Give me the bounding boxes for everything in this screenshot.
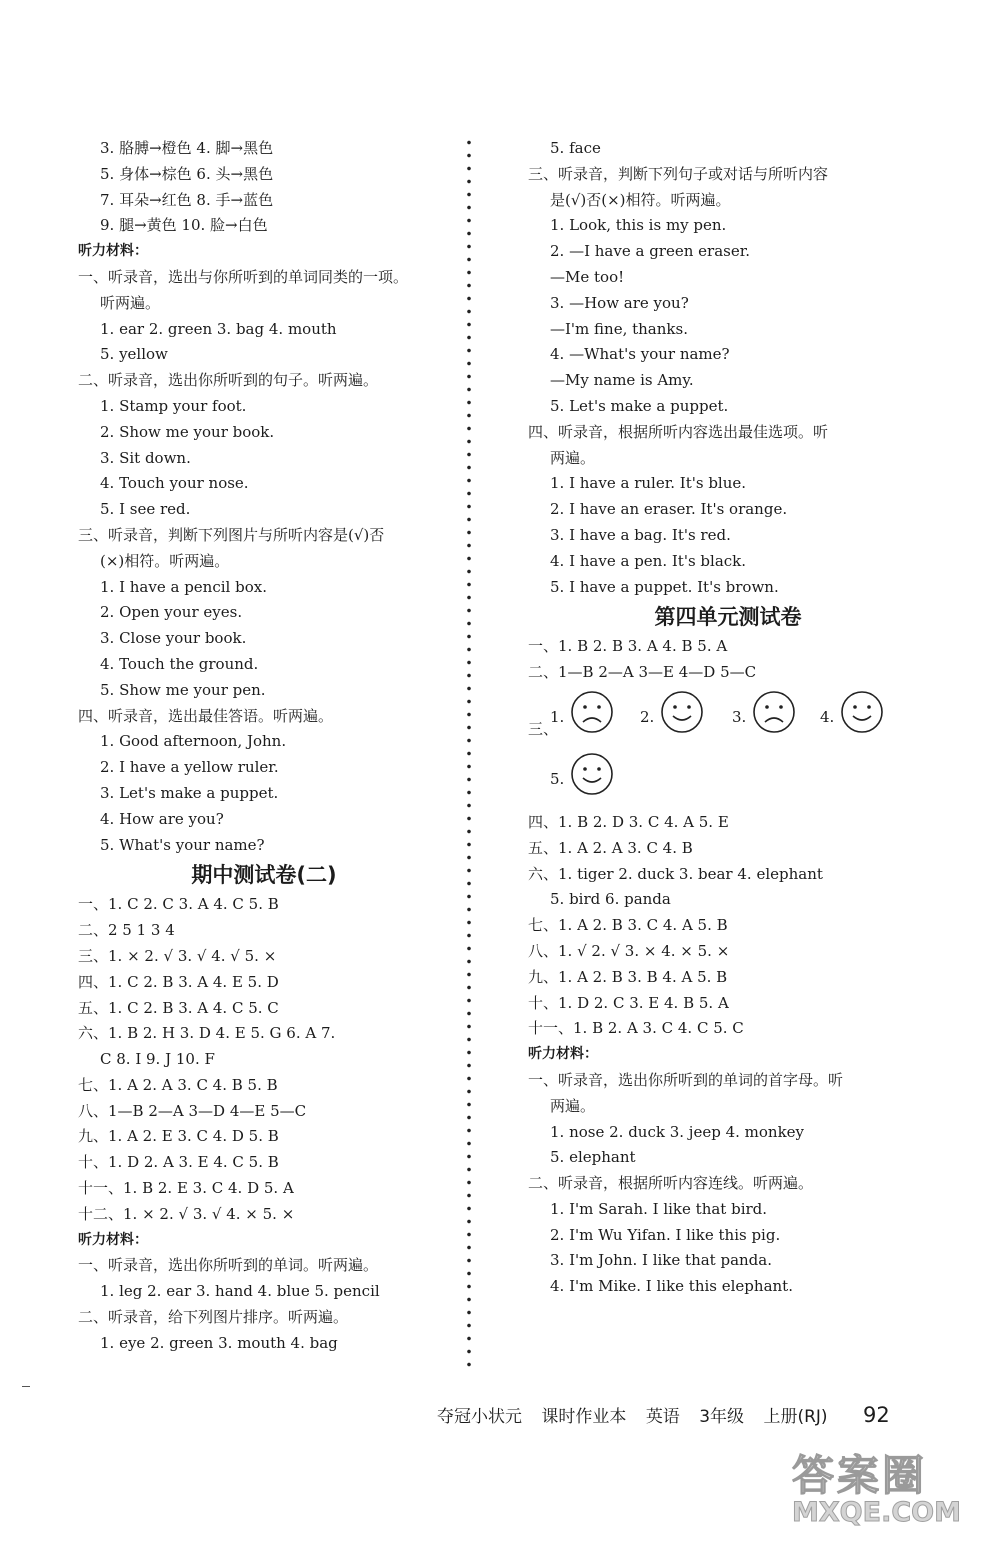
answer-line: 一、听录音，选出你所听到的单词。听两遍。 — [78, 1256, 379, 1275]
answer-line: 九、1. A 2. B 3. B 4. A 5. B — [528, 967, 728, 986]
answer-line: 1. ear 2. green 3. bag 4. mouth — [100, 319, 337, 338]
answer-line: 五、1. A 2. A 3. C 4. B — [528, 838, 693, 857]
sad-face-icon — [570, 690, 614, 734]
answer-line: 5. bird 6. panda — [550, 890, 671, 909]
answer-line: 1. nose 2. duck 3. jeep 4. monkey — [550, 1122, 805, 1141]
answer-line: 是(√)否(×)相符。听两遍。 — [550, 190, 731, 209]
answer-line: 一、听录音，选出与你所听到的单词同类的一项。 — [78, 267, 409, 286]
answer-line: 5. 身体→棕色 6. 头→黑色 — [100, 164, 274, 183]
answer-line: 5. I see red. — [100, 500, 191, 519]
face-number: 4. — [820, 707, 835, 726]
answer-line: 1. I have a pencil box. — [100, 577, 267, 596]
answer-line: 一、1. C 2. C 3. A 4. C 5. B — [78, 895, 279, 914]
unit4-answers-part2 — [528, 810, 928, 1300]
answer-line: 4. I have a pen. It's black. — [550, 551, 747, 570]
answer-line: 两遍。 — [550, 448, 596, 467]
face-number: 2. — [640, 707, 655, 726]
answer-line: 八、1. √ 2. √ 3. × 4. × 5. × — [528, 941, 730, 960]
answer-line: 一、听录音，选出你所听到的单词的首字母。听 — [528, 1070, 844, 1089]
answer-line: 四、1. B 2. D 3. C 4. A 5. E — [528, 812, 729, 831]
footer-grade: 3年级 — [699, 1407, 745, 1427]
answer-line: 5. yellow — [100, 345, 168, 364]
face-answers: 三、 1. 2. 3. 4. 5. — [528, 686, 928, 810]
page-number: 92 — [862, 1403, 890, 1427]
face-number: 1. — [550, 707, 565, 726]
answer-line: 十、1. D 2. C 3. E 4. B 5. A — [528, 993, 729, 1012]
answer-line: 4. Touch your nose. — [100, 474, 249, 493]
answer-line: 4. Touch the ground. — [100, 654, 259, 673]
smiley-face-icon — [660, 690, 704, 734]
answer-line: 听力材料： — [78, 243, 148, 260]
answer-line: 1. Good afternoon, John. — [100, 732, 287, 751]
answer-line: 5. elephant — [550, 1148, 636, 1167]
left-column — [78, 136, 450, 1357]
footer-subject: 英语 — [645, 1407, 680, 1427]
answer-line: 2. Show me your book. — [100, 422, 275, 441]
answer-line: 十、1. D 2. A 3. E 4. C 5. B — [78, 1153, 279, 1172]
answer-line: 5. Let's make a puppet. — [550, 396, 729, 415]
answer-line: 1. Look, this is my pen. — [550, 216, 727, 235]
answer-line: 四、1. C 2. B 3. A 4. E 5. D — [78, 972, 279, 991]
answer-line: 一、1. B 2. B 3. A 4. B 5. A — [528, 637, 728, 656]
right-column — [528, 136, 928, 1300]
watermark-bottom: MXQE.COM — [792, 1497, 961, 1528]
footer-brand: 夺冠小状元 — [437, 1407, 522, 1427]
answer-line: C 8. I 9. J 10. F — [100, 1050, 215, 1069]
answer-line: —Me too! — [550, 267, 625, 286]
page-footer — [437, 1402, 904, 1427]
face-number: 5. — [550, 769, 565, 788]
answer-line: 2. —I have a green eraser. — [550, 242, 751, 261]
answer-line: 三、听录音，判断下列图片与所听内容是(√)否 — [78, 525, 385, 544]
answer-line: 八、1—B 2—A 3—D 4—E 5—C — [78, 1101, 307, 1120]
answer-line: 5. What's your name? — [100, 835, 265, 854]
answer-line: 5. I have a puppet. It's brown. — [550, 577, 779, 596]
unit4-title: 第四单元测试卷 — [654, 605, 802, 630]
answer-line: 1. eye 2. green 3. mouth 4. bag — [100, 1333, 338, 1352]
answer-line: 4. —What's your name? — [550, 345, 730, 364]
answer-line: 二、听录音，根据所听内容连线。听两遍。 — [528, 1174, 814, 1193]
answer-line: 二、1—B 2—A 3—E 4—D 5—C — [528, 663, 757, 682]
answer-line: 1. I'm Sarah. I like that bird. — [550, 1199, 768, 1218]
answer-line: 4. How are you? — [100, 809, 224, 828]
answer-line: 听力材料： — [528, 1046, 598, 1063]
answer-line: 3. Sit down. — [100, 448, 191, 467]
answer-line: 1. Stamp your foot. — [100, 396, 247, 415]
answer-line: 3. Close your book. — [100, 629, 247, 648]
answer-line: 听力材料： — [78, 1231, 148, 1248]
watermark-logo — [792, 1443, 992, 1539]
answer-line: 六、1. B 2. H 3. D 4. E 5. G 6. A 7. — [78, 1024, 336, 1043]
answer-line: 九、1. A 2. E 3. C 4. D 5. B — [78, 1127, 279, 1146]
answer-line: 十一、1. B 2. E 3. C 4. D 5. A — [78, 1179, 294, 1198]
answer-line: 四、听录音，根据所听内容选出最佳选项。听 — [528, 422, 829, 441]
watermark-top: 答案圈 — [792, 1451, 928, 1500]
answer-line: 六、1. tiger 2. duck 3. bear 4. elephant — [528, 864, 823, 883]
answer-line: 2. Open your eyes. — [100, 603, 243, 622]
answer-line: 3. —How are you? — [550, 293, 689, 312]
page-mark — [22, 1386, 30, 1387]
answer-line: —I'm fine, thanks. — [550, 319, 688, 338]
answer-line: 1. leg 2. ear 3. hand 4. blue 5. pencil — [100, 1282, 380, 1301]
answer-line: 2. I'm Wu Yifan. I like this pig. — [550, 1225, 781, 1244]
answer-line: 三、1. × 2. √ 3. √ 4. √ 5. × — [78, 946, 277, 965]
answer-line: 7. 耳朵→红色 8. 手→蓝色 — [100, 190, 274, 209]
sad-face-icon — [752, 690, 796, 734]
section-title: 期中测试卷(二) — [191, 863, 337, 888]
answer-line: 二、听录音，给下列图片排序。听两遍。 — [78, 1308, 349, 1327]
dotted-column-divider — [464, 136, 474, 1368]
answer-line: 二、听录音，选出你所听到的句子。听两遍。 — [78, 371, 379, 390]
answer-line: 三、听录音，判断下列句子或对话与所听内容 — [528, 164, 829, 183]
answer-line: 五、1. C 2. B 3. A 4. C 5. C — [78, 998, 279, 1017]
answer-line: 两遍。 — [550, 1096, 596, 1115]
answer-line: 四、听录音，选出最佳答语。听两遍。 — [78, 706, 334, 725]
footer-volume: 上册(RJ) — [763, 1407, 828, 1427]
unit4-answers-part1 — [528, 634, 928, 686]
answer-line: 1. I have a ruler. It's blue. — [550, 474, 747, 493]
answer-line: 七、1. A 2. B 3. C 4. A 5. B — [528, 916, 728, 935]
answer-line: 9. 腿→黄色 10. 脸→白色 — [100, 216, 268, 235]
footer-series: 课时作业本 — [541, 1407, 627, 1427]
answer-line: 十一、1. B 2. A 3. C 4. C 5. C — [528, 1019, 744, 1038]
answer-line: 2. I have an eraser. It's orange. — [550, 500, 788, 519]
answer-line: 3. I'm John. I like that panda. — [550, 1251, 772, 1270]
answer-line: 5. face — [550, 139, 601, 157]
answer-line: (×)相符。听两遍。 — [100, 551, 230, 570]
answer-line: 七、1. A 2. A 3. C 4. B 5. B — [78, 1075, 278, 1094]
answer-line: 5. Show me your pen. — [100, 680, 266, 699]
answer-line: —My name is Amy. — [550, 371, 694, 390]
answer-line: 4. I'm Mike. I like this elephant. — [550, 1277, 793, 1296]
answer-line: 2. I have a yellow ruler. — [100, 758, 279, 777]
answer-line: 3. I have a bag. It's red. — [550, 525, 731, 544]
right-top-section — [528, 136, 928, 600]
answer-line: 3. 胳膊→橙色 4. 脚→黑色 — [100, 139, 274, 157]
answer-line: 听两遍。 — [100, 293, 161, 312]
answer-line: 二、2 5 1 3 4 — [78, 921, 175, 940]
face-number: 3. — [732, 707, 747, 726]
answer-line: 3. Let's make a puppet. — [100, 783, 279, 802]
smiley-face-icon — [840, 690, 884, 734]
smiley-face-icon — [570, 752, 614, 796]
answer-line: 十二、1. × 2. √ 3. √ 4. × 5. × — [78, 1204, 295, 1223]
